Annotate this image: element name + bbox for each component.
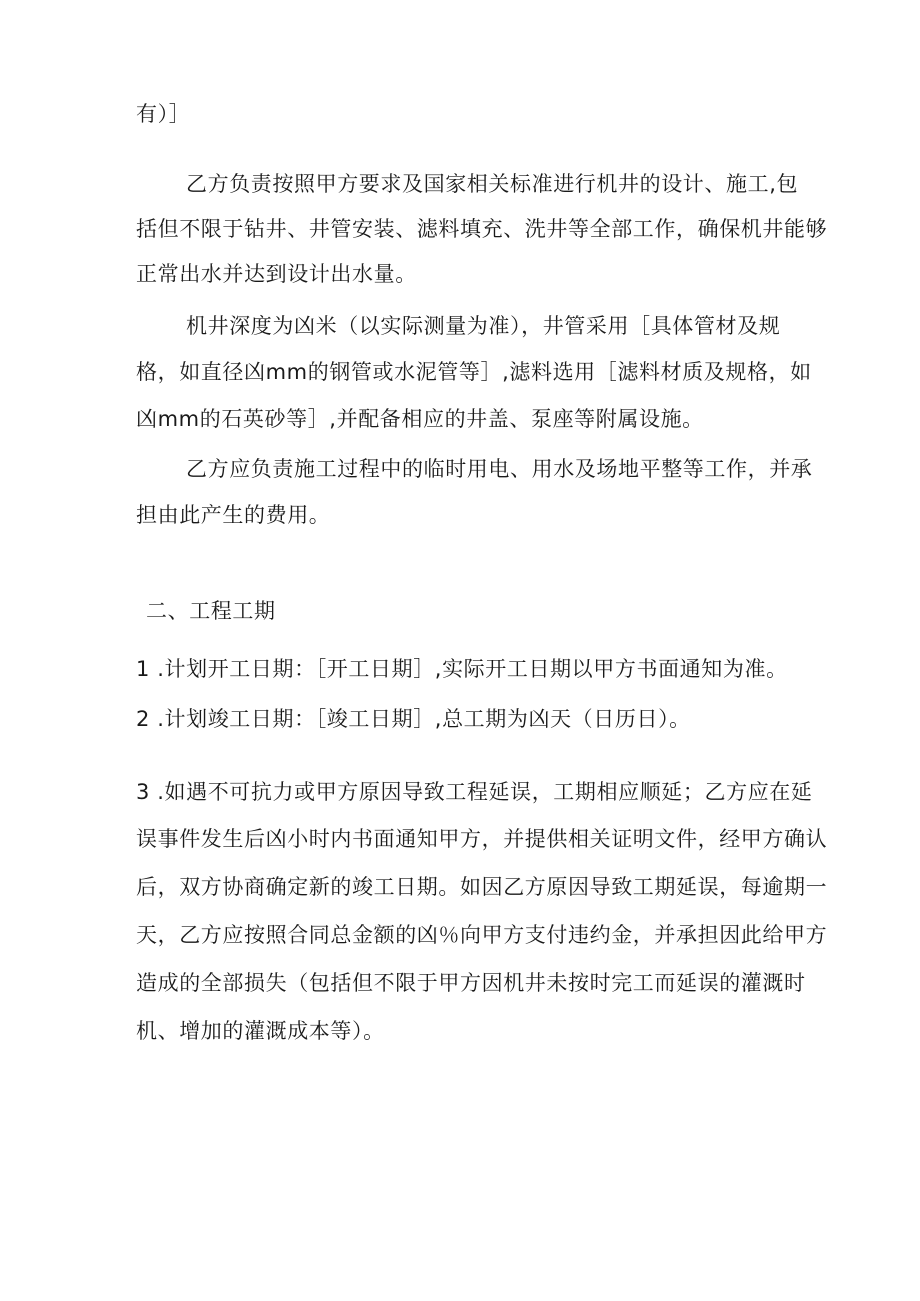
paragraph-well-spec-line-1: 机井深度为凶米（以实际测量为准），井管采用［具体管材及规 bbox=[186, 314, 781, 338]
paragraph-temp-utilities-line-1: 乙方应负责施工过程中的临时用电、用水及场地平整等工作，并承 bbox=[186, 457, 813, 481]
schedule-item-start-date: 1 .计划开工日期：［开工日期］,实际开工日期以甲方书面通知为准。 bbox=[136, 657, 788, 681]
schedule-item-delay-line-6: 机、增加的灌溉成本等）。 bbox=[136, 1019, 385, 1043]
schedule-item-delay-line-4: 天，乙方应按照合同总金额的凶％向甲方支付违约金，并承担因此给甲方 bbox=[136, 923, 828, 947]
schedule-item-delay-line-1: 3 .如遇不可抗力或甲方原因导致工程延误，工期相应顺延；乙方应在延 bbox=[136, 780, 813, 804]
schedule-item-delay-line-2: 误事件发生后凶小时内书面通知甲方，并提供相关证明文件，经甲方确认 bbox=[136, 827, 828, 851]
paragraph-design-construction-line-1: 乙方负责按照甲方要求及国家相关标准进行机井的设计、施工,包 bbox=[186, 172, 799, 196]
schedule-item-delay-line-5: 造成的全部损失（包括但不限于甲方因机井未按时完工而延误的灌溉时 bbox=[136, 971, 806, 995]
paragraph-design-construction-line-3: 正常出水并达到设计出水量。 bbox=[136, 262, 417, 286]
schedule-item-delay-line-3: 后，双方协商确定新的竣工日期。如因乙方原因导致工期延误，每逾期一 bbox=[136, 875, 828, 899]
section-heading-schedule: 二、工程工期 bbox=[146, 599, 276, 623]
paragraph-temp-utilities-line-2: 担由此产生的费用。 bbox=[136, 503, 331, 527]
schedule-item-completion-date: 2 .计划竣工日期：［竣工日期］,总工期为凶天（日历日）。 bbox=[136, 707, 691, 731]
paragraph-well-spec-line-2: 格，如直径凶mm的钢管或水泥管等］,滤料选用［滤料材质及规格，如 bbox=[136, 360, 812, 384]
paragraph-well-spec-line-3: 凶mm的石英砂等］,并配备相应的井盖、泵座等附属设施。 bbox=[136, 407, 704, 431]
paragraph-design-construction-line-2: 括但不限于钻井、井管安装、滤料填充、洗井等全部工作，确保机井能够 bbox=[136, 217, 828, 241]
text-line-continuation: 有）］ bbox=[136, 102, 191, 126]
